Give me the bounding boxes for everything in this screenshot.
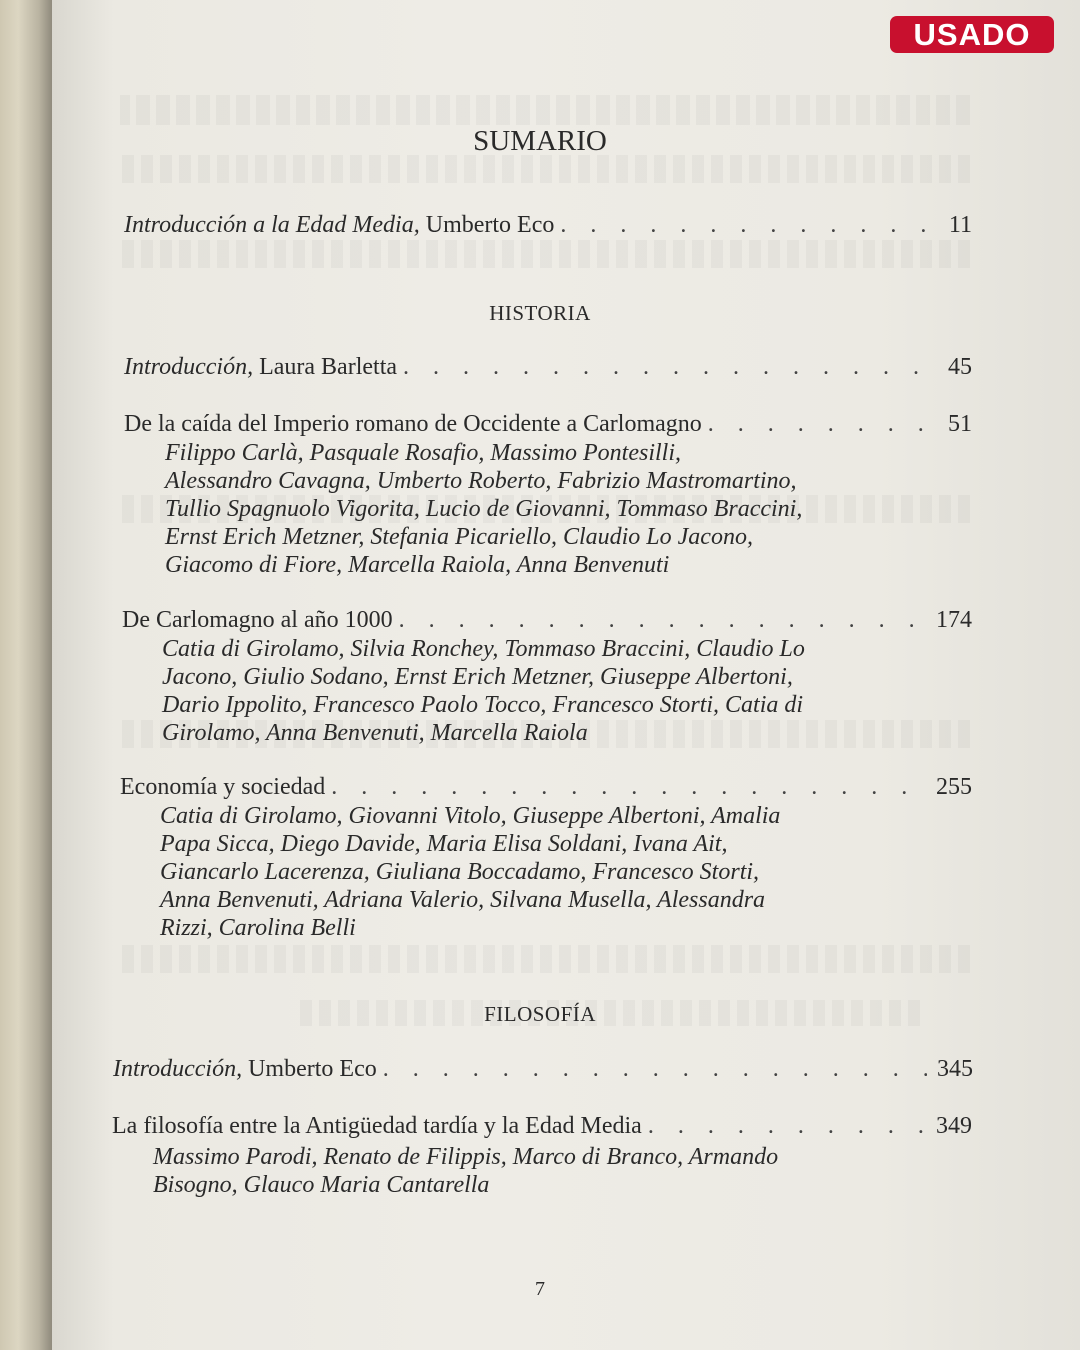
author-line: Filippo Carlà, Pasquale Rosafio, Massimo Pontesilli, xyxy=(165,440,681,466)
toc-entry-chapter xyxy=(120,774,972,801)
toc-entry-chapter xyxy=(122,607,972,634)
toc-entry-intro xyxy=(124,212,972,239)
chapter-authors xyxy=(160,802,780,942)
page-number: 345 xyxy=(937,1056,973,1082)
dot-leader xyxy=(560,212,926,239)
chapter-authors xyxy=(153,1143,778,1199)
author-line: Tullio Spagnuolo Vigorita, Lucio de Giovanni, Tommaso Braccini, xyxy=(165,496,803,522)
entry-title: Introducción, xyxy=(113,1056,243,1082)
entry-author: Laura Barletta xyxy=(259,354,398,380)
author-line: Anna Benvenuti, Adriana Valerio, Silvana Musella, Alessandra xyxy=(160,887,766,913)
author-line: Dario Ippolito, Francesco Paolo Tocco, Francesco Storti, Catia di xyxy=(162,692,804,718)
toc-entry-filosofia-intro xyxy=(113,1056,973,1083)
dot-leader xyxy=(383,1056,927,1083)
section-heading-historia: HISTORIA xyxy=(489,301,591,325)
book-spine-edge xyxy=(0,0,52,1350)
author-line: Catia di Girolamo, Giovanni Vitolo, Giuseppe Albertoni, Amalia xyxy=(160,803,781,829)
entry-title: De la caída del Imperio romano de Occidente a Carlomagno xyxy=(124,411,702,437)
page-number: 255 xyxy=(936,774,972,800)
toc-entry-chapter xyxy=(124,411,972,438)
page-title: SUMARIO xyxy=(473,125,607,157)
entry-title: Introducción a la Edad Media, xyxy=(124,212,420,238)
section-heading-filosofia: FILOSOFÍA xyxy=(484,1002,596,1026)
author-line: Giacomo di Fiore, Marcella Raiola, Anna Benvenuti xyxy=(165,552,670,578)
author-line: Giancarlo Lacerenza, Giuliana Boccadamo, Francesco Storti, xyxy=(160,859,760,885)
dot-leader xyxy=(331,774,926,801)
author-line: Ernst Erich Metzner, Stefania Picariello, Claudio Lo Jacono, xyxy=(165,524,753,550)
page-number: 51 xyxy=(948,411,972,437)
toc-entry-historia-intro xyxy=(124,354,972,381)
dot-leader xyxy=(399,607,926,634)
author-line: Rizzi, Carolina Belli xyxy=(160,915,356,941)
page-folio: 7 xyxy=(535,1278,545,1300)
chapter-authors xyxy=(165,439,802,579)
author-line: Alessandro Cavagna, Umberto Roberto, Fabrizio Mastromartino, xyxy=(165,468,797,494)
entry-author: Umberto Eco xyxy=(425,212,555,238)
dot-leader xyxy=(648,1113,926,1140)
entry-title: Economía y sociedad xyxy=(120,774,326,800)
chapter-authors xyxy=(162,635,805,747)
entry-title: Introducción, xyxy=(124,354,254,380)
author-line: Bisogno, Glauco Maria Cantarella xyxy=(153,1172,490,1198)
entry-title: De Carlomagno al año 1000 xyxy=(122,607,393,633)
page-number: 349 xyxy=(936,1113,972,1139)
author-line: Jacono, Giulio Sodano, Ernst Erich Metzner, Giuseppe Albertoni, xyxy=(162,664,793,690)
dot-leader xyxy=(403,354,926,381)
dot-leader xyxy=(708,411,926,438)
author-line: Girolamo, Anna Benvenuti, Marcella Raiola xyxy=(162,720,588,746)
page-number: 11 xyxy=(948,212,972,238)
page-number: 45 xyxy=(948,354,972,380)
entry-author: Umberto Eco xyxy=(248,1056,377,1082)
author-line: Papa Sicca, Diego Davide, Maria Elisa Soldani, Ivana Ait, xyxy=(160,831,728,857)
toc-entry-chapter xyxy=(112,1113,972,1140)
page-number: 174 xyxy=(936,607,972,633)
author-line: Massimo Parodi, Renato de Filippis, Marco di Branco, Armando xyxy=(153,1144,779,1170)
used-badge: USADO xyxy=(890,16,1054,53)
author-line: Catia di Girolamo, Silvia Ronchey, Tommaso Braccini, Claudio Lo xyxy=(162,636,805,662)
entry-title: La filosofía entre la Antigüedad tardía y la Edad Media xyxy=(112,1113,642,1139)
